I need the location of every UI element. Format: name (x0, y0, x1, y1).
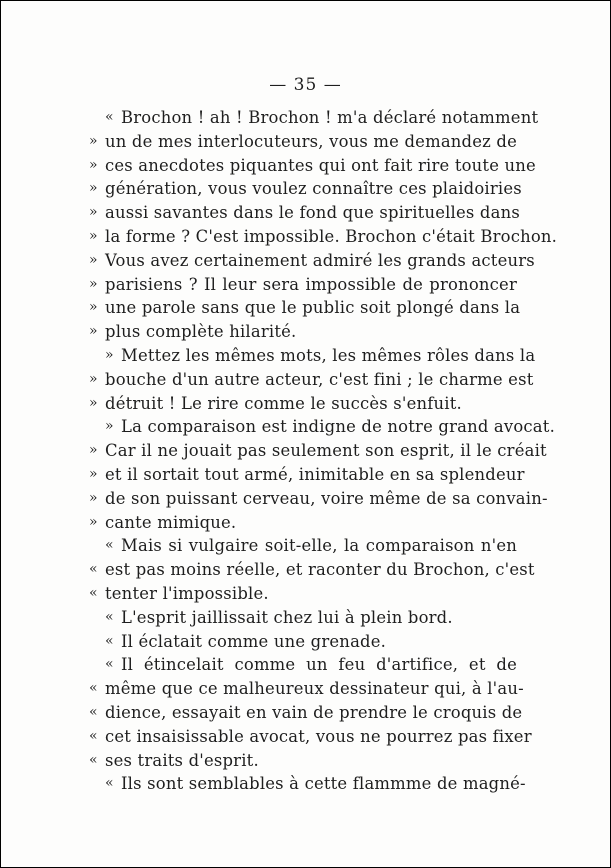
quote-mark: » (89, 132, 98, 149)
quote-mark: « (89, 561, 98, 578)
quote-mark: » (89, 156, 98, 173)
text-line (105, 653, 517, 677)
text-line (105, 606, 517, 630)
text-line (89, 582, 517, 606)
text-line (89, 154, 536, 178)
line-text: La comparaison est indigne de notre grand avocat. (121, 417, 555, 437)
quote-mark: « (89, 727, 98, 744)
line-text: cet insaisissable avocat, vous ne pourrez pas fixer (105, 726, 532, 746)
line-text: Il éclatait comme une grenade. (121, 631, 387, 651)
line-text: L'esprit jaillissait chez lui à plein bord. (121, 607, 453, 627)
text-line (105, 344, 536, 368)
quote-mark: « (89, 703, 98, 720)
quote-mark: » (105, 346, 114, 363)
text-line (89, 296, 521, 320)
line-text: même que ce malheureux dessinateur qui, à l'au- (105, 679, 524, 699)
text-line (89, 368, 534, 392)
quote-mark: « (89, 751, 98, 768)
quote-mark: » (89, 323, 98, 340)
quote-mark: » (89, 299, 98, 316)
text-line (89, 558, 535, 582)
text-line (89, 225, 558, 249)
text-line (89, 249, 535, 273)
line-text: de son puissant cerveau, voire même de sa convain- (105, 488, 548, 508)
text-line (89, 749, 517, 773)
quote-mark: » (89, 394, 98, 411)
line-text: parisiens ? Il leur sera impossible de prononcer (105, 274, 517, 294)
quote-mark: » (89, 489, 98, 506)
quote-mark: « (105, 632, 114, 649)
line-text: une parole sans que le public soit plongé dans la (105, 298, 521, 318)
text-line (89, 392, 517, 416)
line-text: ces anecdotes piquantes qui ont fait rire toute une (105, 155, 536, 175)
line-text: Vous avez certainement admiré les grands acteurs (105, 250, 535, 270)
text-line (105, 106, 539, 130)
quote-mark: » (89, 275, 98, 292)
text-line (105, 534, 517, 558)
quote-mark: » (89, 180, 98, 197)
quote-mark: » (89, 227, 98, 244)
quote-mark: » (89, 370, 98, 387)
text-line (89, 320, 517, 344)
text-line (89, 439, 547, 463)
text-line (89, 273, 517, 297)
text-line (89, 201, 520, 225)
line-text: est pas moins réelle, et raconter du Brochon, c'est (105, 560, 535, 580)
quote-mark: « (105, 656, 114, 673)
line-text: détruit ! Le rire comme le succès s'enfuit. (105, 393, 462, 413)
text-line (89, 701, 523, 725)
line-text: Mettez les mêmes mots, les mêmes rôles dans la (121, 345, 536, 365)
quote-mark: » (89, 465, 98, 482)
text-line (89, 177, 522, 201)
quote-mark: « (105, 608, 114, 625)
line-text: génération, vous voulez connaître ces plaidoiries (105, 179, 522, 199)
quote-mark: « (105, 537, 114, 554)
quote-mark: » (89, 204, 98, 221)
line-text: tenter l'impossible. (105, 583, 269, 603)
quote-mark: » (89, 251, 98, 268)
text-line (89, 725, 532, 749)
line-text: plus complète hilarité. (105, 322, 297, 342)
quote-mark: « (105, 775, 114, 792)
line-text: la forme ? C'est impossible. Brochon c'était Brochon. (105, 226, 558, 246)
text-line (105, 630, 517, 654)
text-line (105, 772, 526, 796)
page-body-text (89, 106, 558, 796)
text-line (89, 511, 517, 535)
text-line (89, 487, 548, 511)
quote-mark: » (105, 418, 114, 435)
text-line (105, 415, 555, 439)
line-text: Brochon ! ah ! Brochon ! m'a déclaré notamment (121, 108, 539, 127)
quote-mark: » (89, 513, 98, 530)
line-text: ses traits d'esprit. (105, 750, 259, 770)
line-text: bouche d'un autre acteur, c'est fini ; le charme est (105, 369, 534, 389)
quote-mark: » (89, 442, 98, 459)
line-text: et il sortait tout armé, inimitable en sa splendeur (105, 464, 525, 484)
line-text: dience, essayait en vain de prendre le croquis de (105, 702, 523, 722)
quote-mark: « (89, 584, 98, 601)
text-line (89, 130, 517, 154)
line-text: un de mes interlocuteurs, vous me demandez de (105, 131, 517, 151)
line-text: Car il ne jouait pas seulement son esprit, il le créait (105, 441, 547, 461)
line-text: Mais si vulgaire soit-elle, la comparaison n'en (121, 536, 517, 556)
line-text: Il étincelait comme un feu d'artifice, et de (121, 655, 517, 675)
quote-mark: « (105, 109, 114, 125)
page-number: — 35 — (269, 75, 342, 95)
line-text: cante mimique. (105, 512, 237, 532)
text-line (89, 677, 524, 701)
line-text: Ils sont semblables à cette flammme de magné- (121, 774, 526, 794)
quote-mark: « (89, 680, 98, 697)
line-text: aussi savantes dans le fond que spirituelles dans (105, 203, 520, 223)
text-line (89, 463, 525, 487)
